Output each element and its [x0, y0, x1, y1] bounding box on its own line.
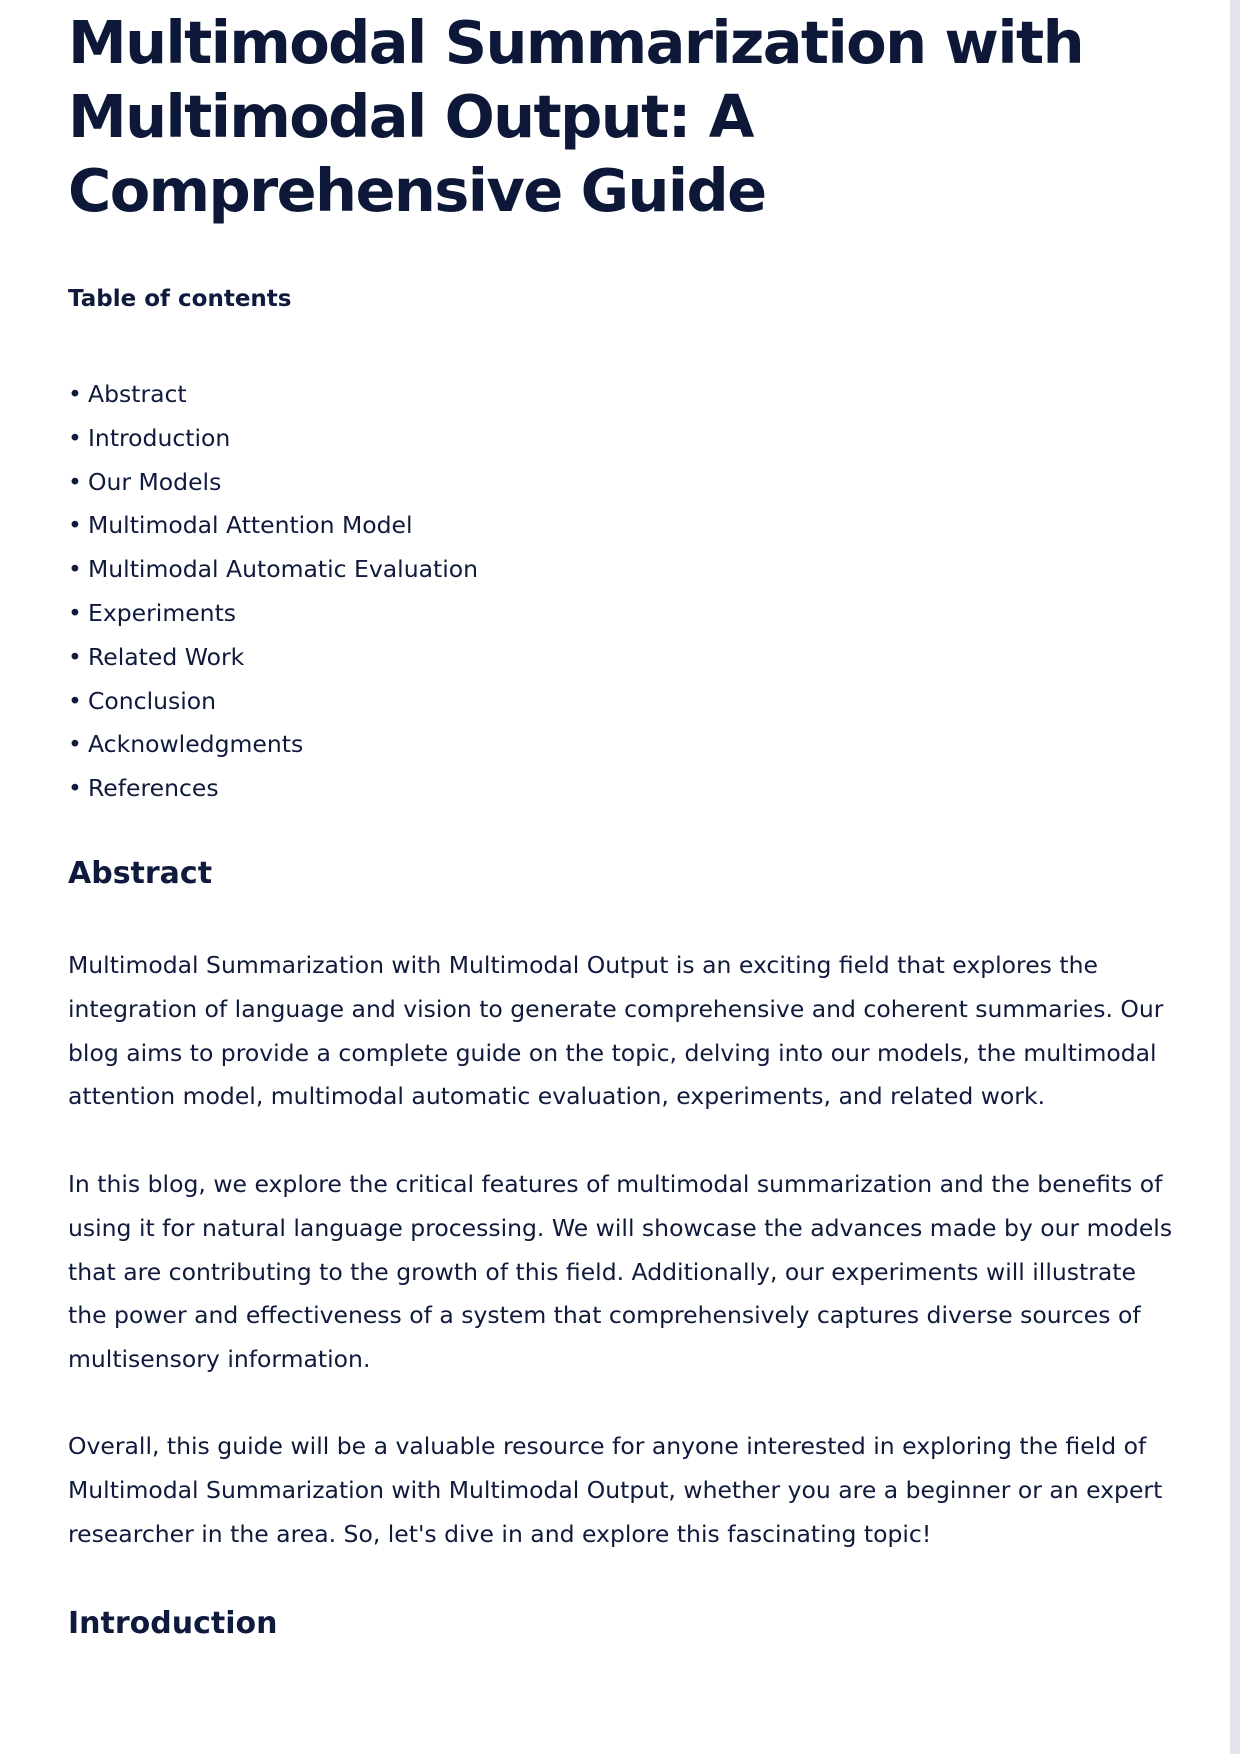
toc-item-label[interactable]: Introduction [88, 423, 231, 452]
toc-item-related-work[interactable] [68, 636, 478, 680]
toc-item-references[interactable] [68, 767, 478, 811]
bullet-icon: • [68, 598, 82, 627]
toc-item-multimodal-attention-model[interactable] [68, 504, 478, 548]
abstract-paragraph-3: Overall, this guide will be a valuable resource for anyone interested in exploring the field of Multimodal Summarization with Multimodal Output, whether you are a beginner or an expert researcher in the area. So, let's dive in and explore this fascinating topic! [68, 1432, 1163, 1548]
toc-item-introduction[interactable] [68, 417, 478, 461]
toc-item-label[interactable]: References [88, 774, 219, 803]
article [68, 0, 1178, 1641]
bullet-icon: • [68, 511, 82, 540]
bullet-icon: • [68, 642, 82, 671]
abstract-heading: Abstract [68, 856, 213, 891]
toc-item-experiments[interactable] [68, 592, 478, 636]
abstract-paragraph-2: In this blog, we explore the critical features of multimodal summarization and the benefits of using it for natural language processing. We will showcase the advances made by our models that are contributing to the growth of this field. Additionally, our experiments will illustrate the power and effectiveness of a system that comprehensively captures diverse sources of multisensory information. [68, 1170, 1173, 1374]
toc-item-label[interactable]: Conclusion [88, 686, 217, 715]
toc-heading: Table of contents [68, 286, 292, 312]
bullet-icon: • [68, 730, 82, 759]
toc-item-multimodal-automatic-evaluation[interactable] [68, 548, 478, 592]
table-of-contents [68, 373, 478, 811]
scrollbar-thumb[interactable] [1230, 0, 1240, 1754]
toc-item-label[interactable]: Related Work [88, 642, 245, 671]
bullet-icon: • [68, 423, 82, 452]
introduction-heading: Introduction [68, 1606, 278, 1641]
bullet-icon: • [68, 555, 82, 584]
toc-item-conclusion[interactable] [68, 680, 478, 724]
bullet-icon: • [68, 686, 82, 715]
bullet-icon: • [68, 380, 82, 408]
bullet-icon: • [68, 467, 82, 496]
toc-item-label[interactable]: Acknowledgments [88, 730, 304, 759]
page-title: Multimodal Summarization with Multimodal Output: A Comprehensive Guide [68, 8, 1083, 225]
scrollbar-track[interactable] [1230, 0, 1240, 1754]
toc-item-label[interactable]: Our Models [88, 467, 222, 496]
toc-item-label[interactable]: Multimodal Automatic Evaluation [88, 555, 479, 584]
toc-item-label[interactable]: Multimodal Attention Model [88, 511, 413, 540]
toc-item-label[interactable]: Abstract [88, 380, 187, 408]
toc-item-label[interactable]: Experiments [88, 598, 237, 627]
toc-item-acknowledgments[interactable] [68, 723, 478, 767]
toc-item-abstract[interactable] [68, 373, 478, 417]
abstract-paragraph-1: Multimodal Summarization with Multimodal Output is an exciting field that explores the integration of language and vision to generate comprehensive and coherent summaries. Our blog aims to provide a complete guide on the topic, delving into our models, the multimodal attention model, multimodal automatic evaluation, experiments, and related work. [68, 951, 1164, 1111]
bullet-icon: • [68, 774, 82, 803]
toc-item-our-models[interactable] [68, 461, 478, 505]
